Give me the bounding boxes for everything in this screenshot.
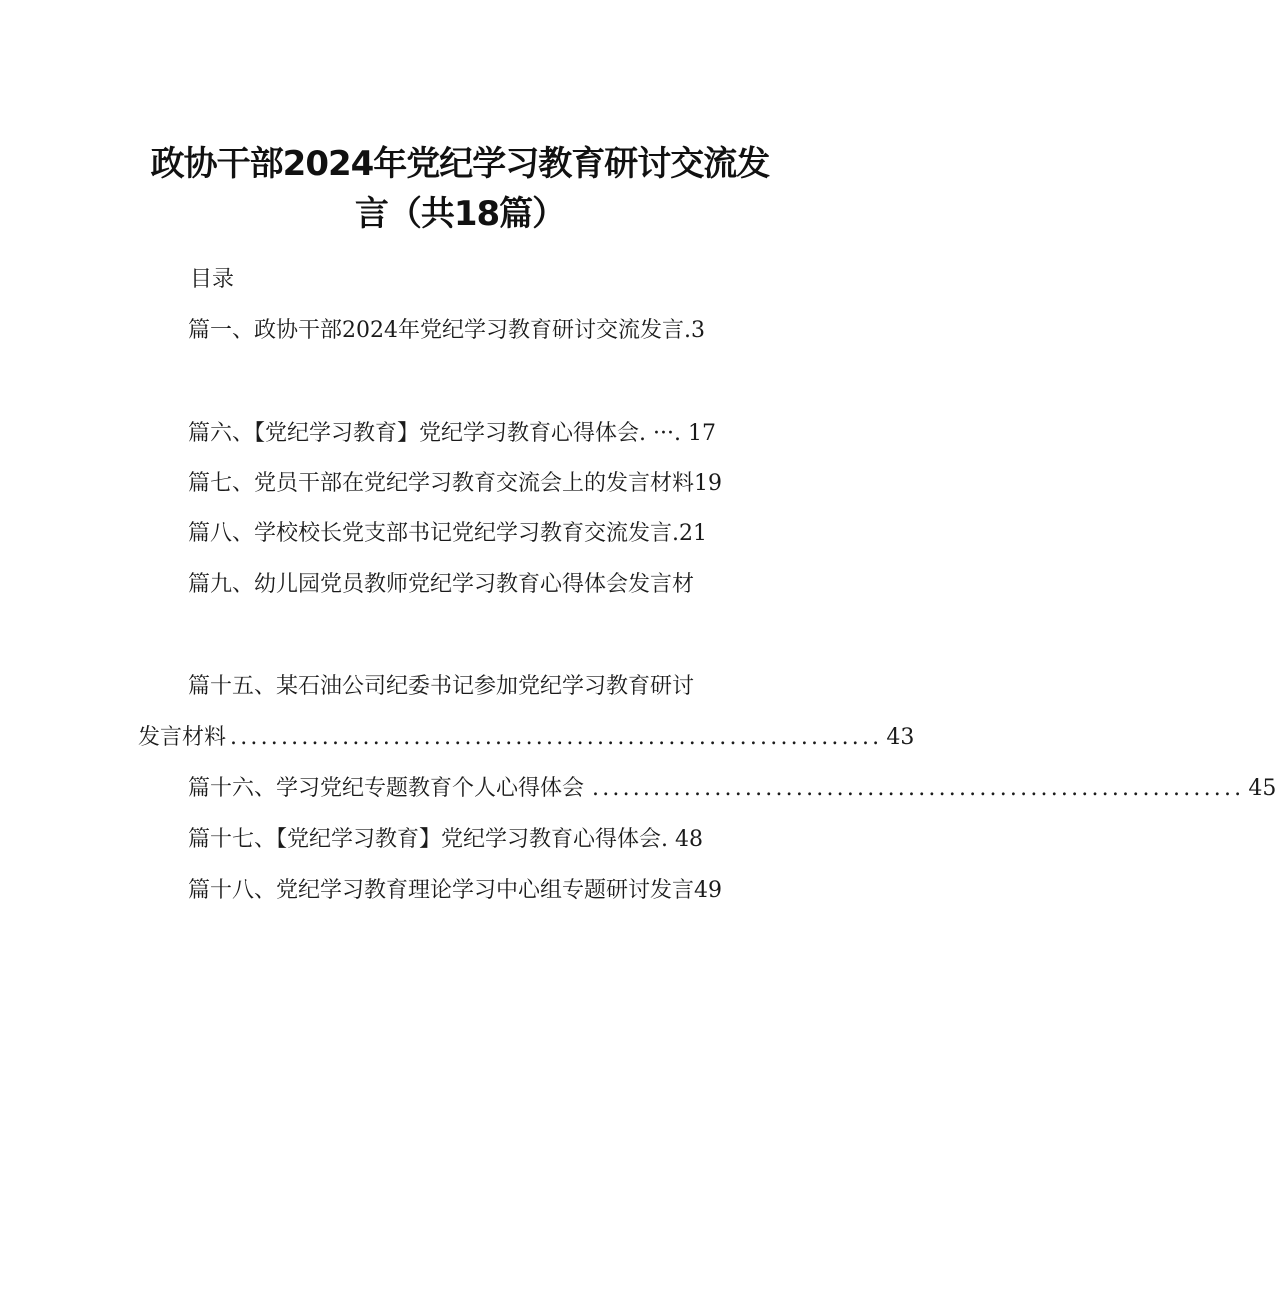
toc-entry-15-continuation[interactable] [138,720,915,751]
toc-entry-6[interactable]: 篇六、【党纪学习教育】党纪学习教育心得体会. ···. 17 [188,421,716,446]
toc-entry-text: 发言材料 [138,725,227,750]
toc-entry-9[interactable]: 篇九、幼儿园党员教师党纪学习教育心得体会发言材 [188,572,695,597]
toc-page-number: 43 [886,725,915,750]
toc-leader-dots: ................................................................ [230,725,883,750]
toc-entry-7[interactable]: 篇七、党员干部在党纪学习教育交流会上的发言材料19 [188,471,722,496]
toc-page-number: 45 [1248,776,1276,801]
toc-entry-17[interactable]: 篇十七、【党纪学习教育】党纪学习教育心得体会. 48 [188,827,703,852]
toc-entry-15[interactable]: 篇十五、某石油公司纪委书记参加党纪学习教育研讨 [188,674,695,699]
toc-entry-16[interactable] [188,771,1276,802]
document-title-line-2: 言（共18篇） [354,194,566,234]
toc-entry-text: 篇十六、学习党纪专题教育个人心得体会 [188,776,585,801]
document-title-line-1: 政协干部2024年党纪学习教育研讨交流发 [150,144,770,184]
toc-entry-18[interactable]: 篇十八、党纪学习教育理论学习中心组专题研讨发言49 [188,878,722,903]
toc-entry-1[interactable]: 篇一、政协干部2024年党纪学习教育研讨交流发言.3 [188,318,705,343]
toc-entry-8[interactable]: 篇八、学校校长党支部书记党纪学习教育交流发言.21 [188,521,707,546]
toc-heading: 目录 [190,267,235,292]
toc-leader-dots: ................................................................ [592,776,1245,801]
